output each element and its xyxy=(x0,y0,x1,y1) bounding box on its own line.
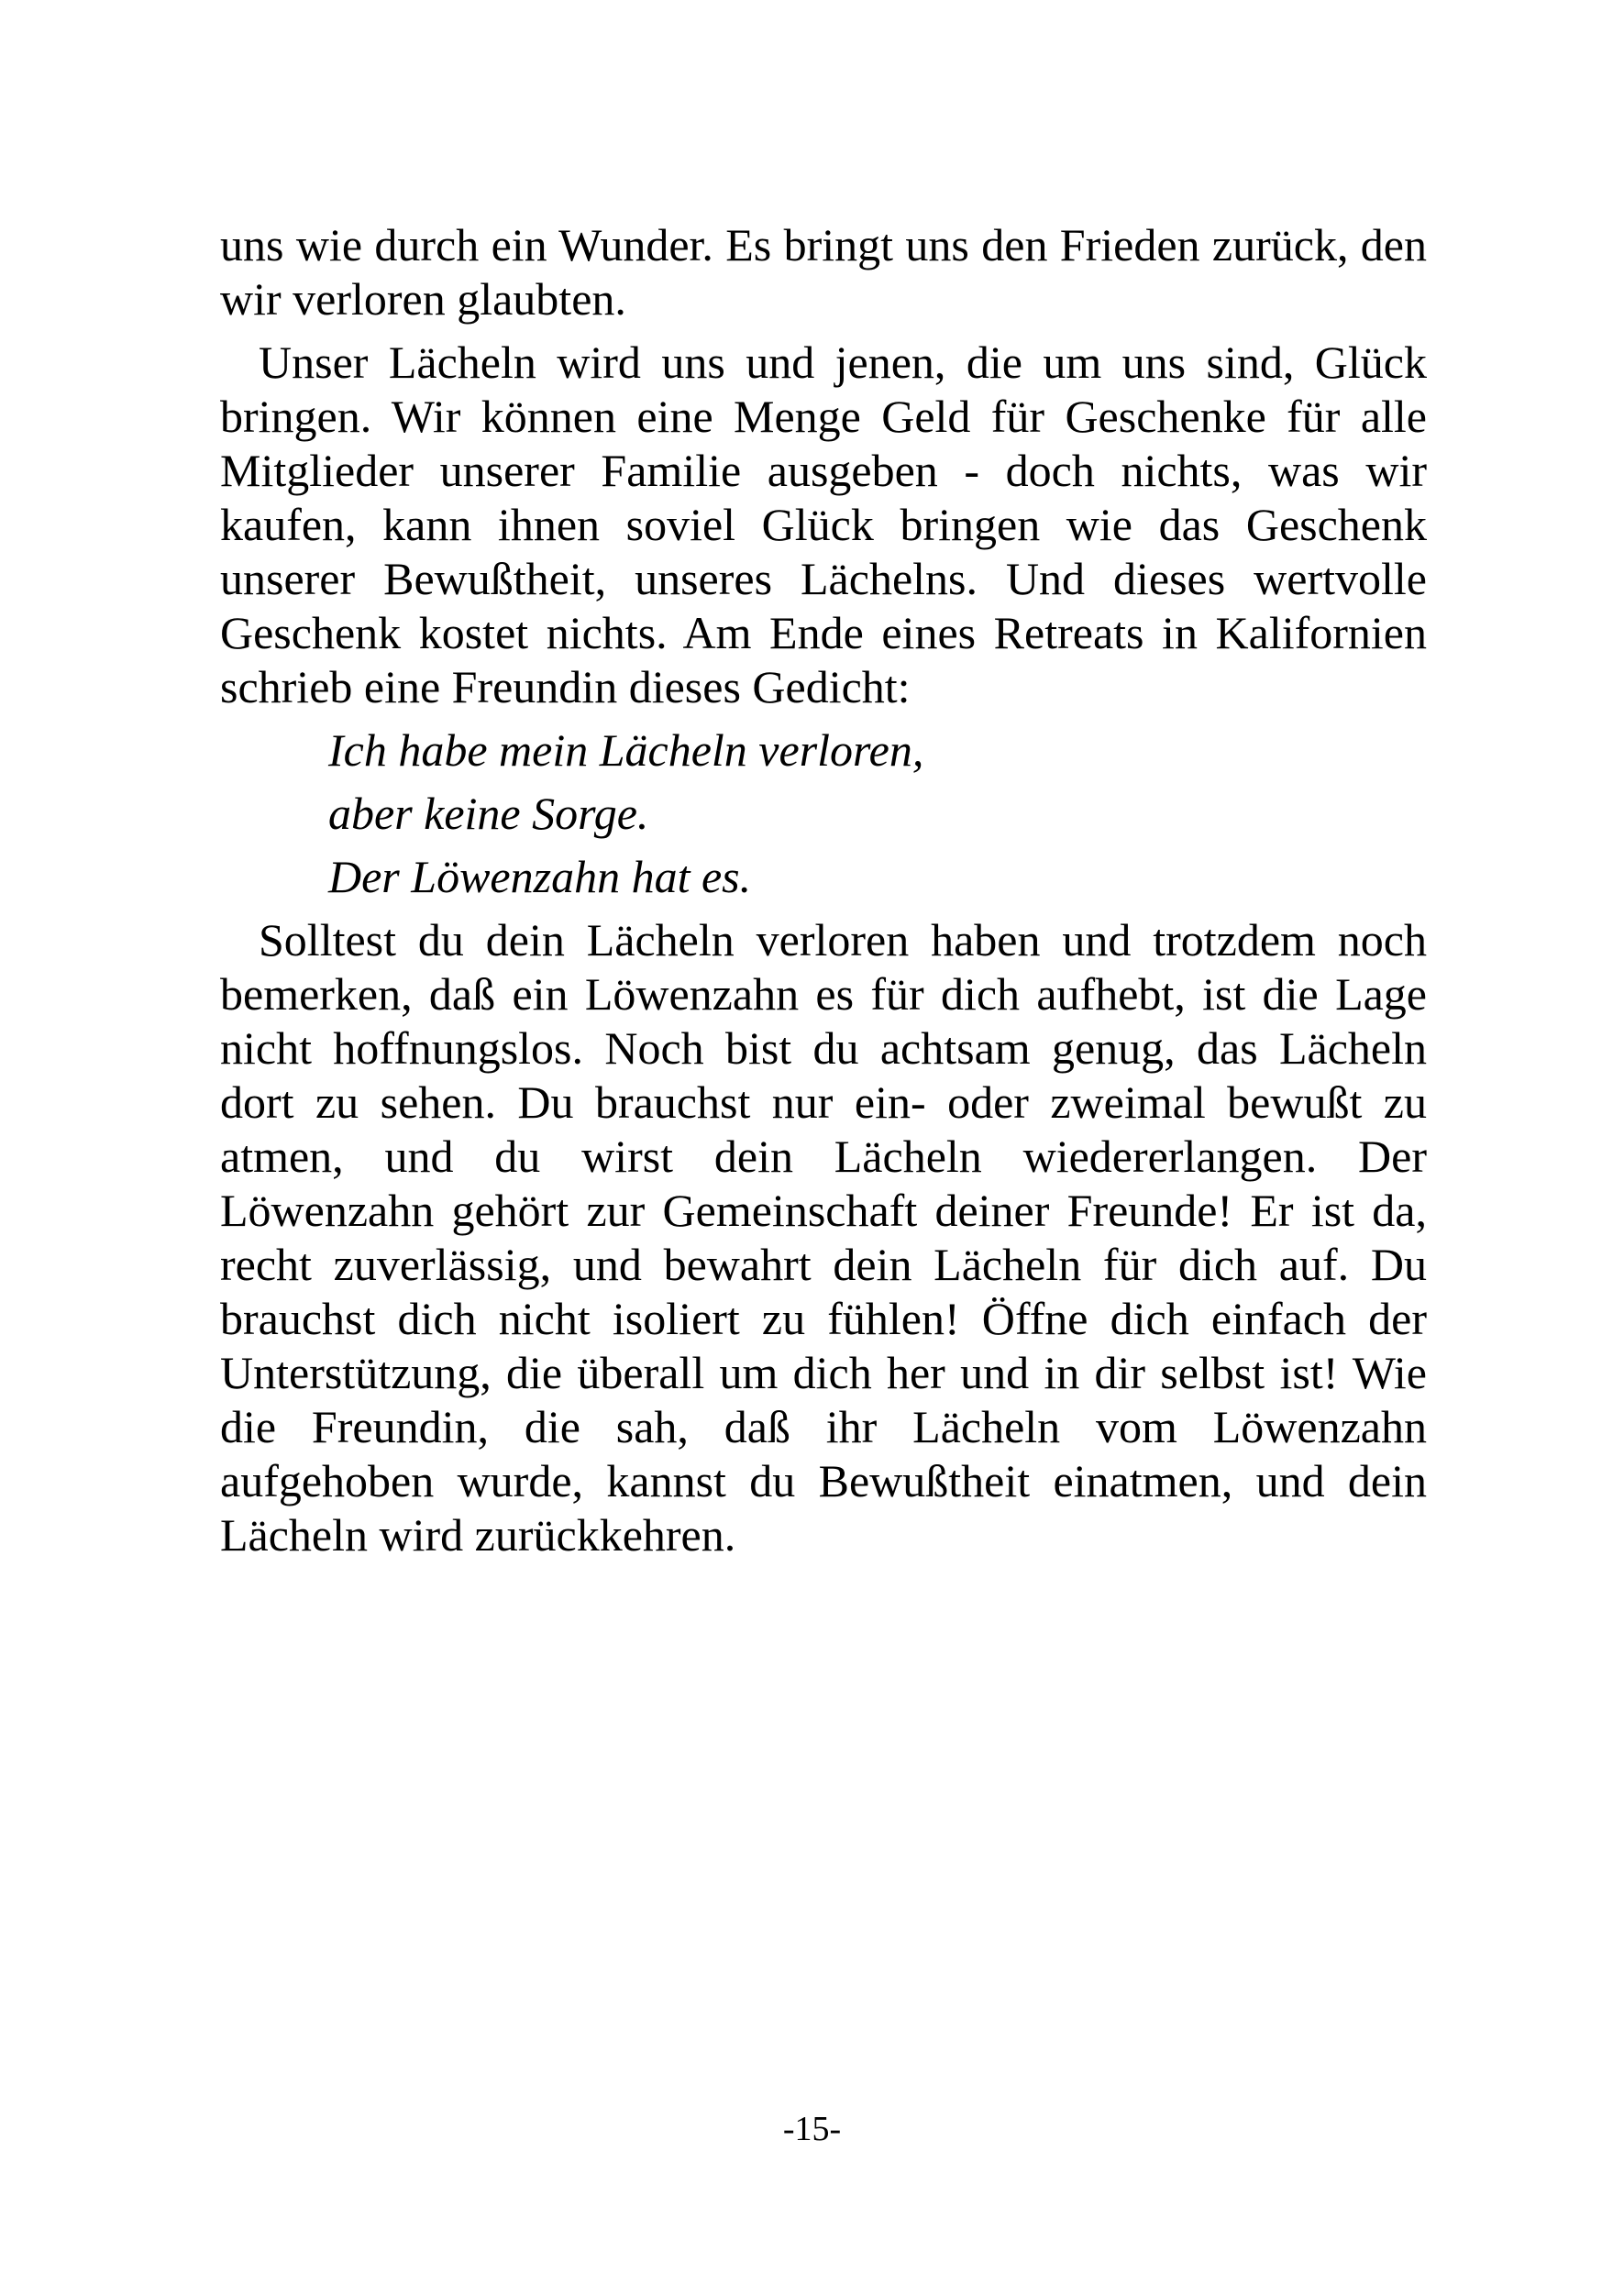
paragraph-dandelion: Solltest du dein Lächeln verloren haben und trotzdem noch bemerken, daß ein Löwenzahn es für dich aufhebt, ist die Lage nicht hoffnungslos. Noch bist du achtsam genug, das Lächeln dort zu sehen. Du brauchst nur ein- oder zweimal bewußt zu atmen, und du wirst dein Lächeln wiedererlangen. Der Löwenzahn gehört zur Gemeinschaft deiner Freunde! Er ist da, recht zuverlässig, und bewahrt dein Lächeln für dich auf. Du brauchst dich nicht isoliert zu fühlen! Öffne dich einfach der Unterstützung, die überall um dich her und in dir selbst ist! Wie die Freundin, die sah, daß ihr Lächeln vom Löwenzahn aufgehoben wurde, kannst du Bewußtheit einatmen, und dein Lächeln wird zurückkehren. xyxy=(220,914,1427,1561)
paragraph-smile-gift: Unser Lächeln wird uns und jenen, die um uns sind, Glück bringen. Wir können eine Menge Geld für Geschenke für alle Mitglieder unserer Familie ausgeben - doch nichts, was wir kaufen, kann ihnen soviel Glück bringen wie das Geschenk unserer Bewußtheit, unseres Lächelns. Und dieses wertvolle Geschenk kostet nichts. Am Ende eines Retreats in Kalifornien schrieb eine Freundin dieses Gedicht: xyxy=(220,337,1427,712)
poem-line: aber keine Sorge. xyxy=(328,788,649,839)
poem-line: Der Löwenzahn hat es. xyxy=(328,851,752,902)
poem xyxy=(328,723,1427,904)
page-number: -15- xyxy=(782,2110,842,2148)
page-body xyxy=(220,218,1427,1562)
poem-line: Ich habe mein Lächeln verloren, xyxy=(328,724,924,776)
paragraph-continued: uns wie durch ein Wunder. Es bringt uns den Frieden zurück, den wir verloren glaubten. xyxy=(220,219,1427,325)
